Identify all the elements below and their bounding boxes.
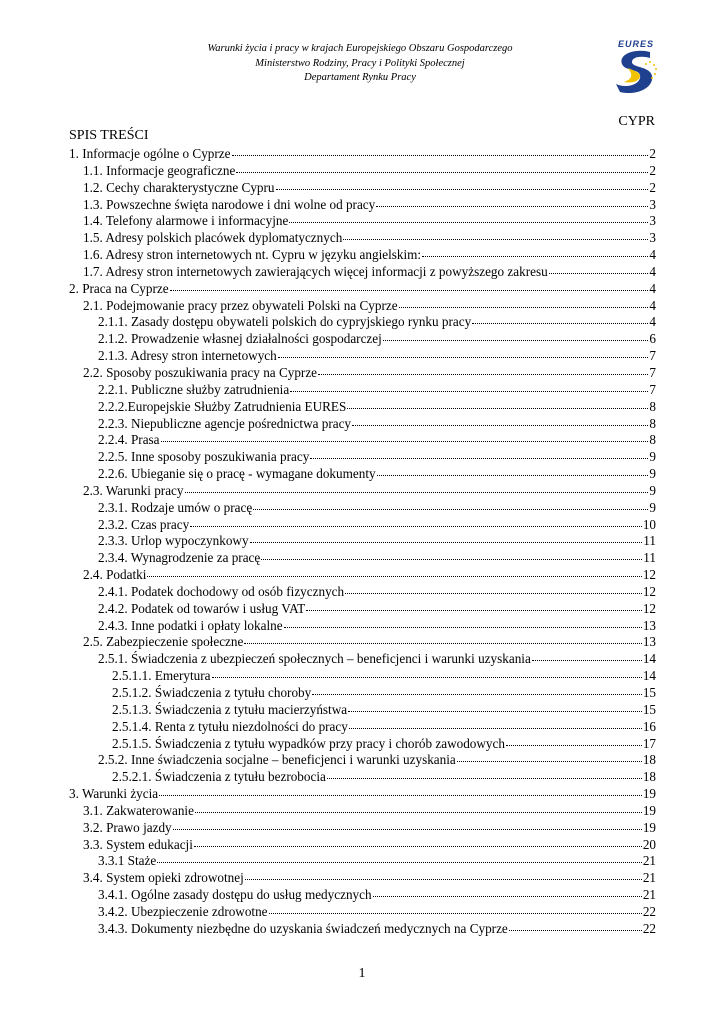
toc-entry-title: 2.2.3. Niepubliczne agencje pośrednictwa pracy [98,415,352,431]
toc-entry-title: 2.5.1.5. Świadczenia z tytułu wypadków przy pracy i chorób zawodowych [112,735,505,751]
toc-entry-title: 2.2. Sposoby poszukiwania pracy na Cyprze [83,364,318,380]
toc-entry[interactable] [69,769,656,786]
toc-entry-page: 4 [649,263,656,279]
toc-leader-dots [312,694,642,695]
toc-leader-dots [278,357,649,358]
toc-entry-page: 14 [642,651,656,667]
toc-leader-dots [147,576,641,577]
toc-entry-title: 2.5.1.4. Renta z tytułu niezdolności do pracy [112,718,348,734]
toc-entry[interactable] [69,550,656,567]
toc-leader-dots [173,829,642,830]
toc-entry[interactable] [69,786,656,803]
toc-entry-page: 10 [642,516,656,532]
toc-entry[interactable] [69,416,656,433]
toc-entry[interactable] [69,163,656,180]
toc-entry-title: 1.5. Adresy polskich placówek dyplomatycznych [83,230,343,246]
toc-entry[interactable] [69,904,656,921]
toc-leader-dots [509,930,642,931]
toc-entry-title: 2.2.6. Ubieganie się o pracę - wymagane dokumenty [98,466,376,482]
toc-leader-dots [318,374,648,375]
toc-entry-page: 19 [642,786,656,802]
header-line-2: Ministerstwo Rodziny, Pracy i Polityki Społecznej [255,57,465,69]
toc-entry-page: 7 [649,348,656,364]
toc-leader-dots [457,761,642,762]
toc-entry-page: 2 [649,179,656,195]
toc-entry[interactable] [69,365,656,382]
toc-entry-page: 16 [642,718,656,734]
toc-leader-dots [349,728,642,729]
toc-entry-title: 2.5.1.2. Świadczenia z tytułu choroby [112,685,312,700]
toc-leader-dots [185,492,649,493]
toc-entry[interactable] [69,820,656,837]
toc-leader-dots [373,896,642,897]
toc-entry-title: 3.2. Prawo jazdy [83,819,172,835]
toc-entry-page: 18 [642,752,656,768]
toc-entry-page: 21 [642,853,656,869]
toc-entry-title: 2. Praca na Cyprze [69,280,169,296]
toc-entry[interactable] [69,331,656,348]
toc-entry-page: 4 [649,247,656,263]
toc-entry-page: 3 [649,196,656,212]
toc-entry-page: 4 [649,280,656,296]
toc-entry[interactable] [69,870,656,887]
toc-leader-dots [190,526,642,527]
toc-entry-title: 2.1. Podejmowanie pracy przez obywateli Polski na Cyprze [83,297,398,313]
toc-entry[interactable] [69,180,656,197]
toc-entry-title: 2.2.4. Prasa [98,432,160,448]
toc-entry-page: 13 [642,617,656,633]
toc-entry[interactable] [69,567,656,584]
toc-entry-page: 17 [642,735,656,751]
toc-entry[interactable] [69,213,656,230]
toc-entry[interactable] [69,298,656,315]
page-number: 1 [358,966,366,981]
toc-entry-title: 1.2. Cechy charakterystyczne Cypru [83,179,275,195]
toc-entry-page: 8 [649,398,656,414]
toc-leader-dots [383,340,649,341]
toc-entry-page: 7 [649,381,656,397]
toc-entry-title: 2.3.3. Urlop wypoczynkowy [98,533,249,549]
toc-leader-dots [310,458,648,459]
toc-entry-title: 2.5.1.3. Świadczenia z tytułu macierzyństwa [112,701,348,717]
toc-leader-dots [347,408,648,409]
toc-leader-dots [306,610,642,611]
toc-entry[interactable] [69,685,656,702]
eures-logo [610,38,662,96]
toc-leader-dots [276,189,649,190]
toc-leader-dots [244,643,641,644]
toc-leader-dots [506,745,642,746]
toc-leader-dots [343,239,648,240]
toc-entry-page: 19 [642,819,656,835]
toc-entry-title: 2.2.2.Europejskie Służby Zatrudnienia EURES [98,398,347,414]
toc-entry[interactable] [69,853,656,870]
toc-entry-page: 15 [642,685,656,700]
header-line-3: Departament Rynku Pracy [304,72,416,83]
toc-entry-page: 12 [642,600,656,616]
toc-entry-title: 1.7. Adresy stron internetowych zawierających więcej informacji z powyższego zakresu [83,263,548,279]
toc-entry-page: 20 [642,836,656,852]
toc-entry-title: 3.4.2. Ubezpieczenie zdrowotne [98,903,268,919]
toc-entry-page: 2 [649,162,656,178]
toc-entry[interactable] [69,399,656,416]
header-line-1: Warunki życia i pracy w krajach Europejskiego Obszaru Gospodarczego [207,43,513,54]
toc-leader-dots [250,542,643,543]
toc-leader-dots [376,206,648,207]
toc-entry-page: 21 [642,870,656,886]
toc-entry[interactable] [69,281,656,298]
toc-entry[interactable] [69,702,656,719]
toc-entry[interactable] [69,618,656,635]
toc-leader-dots [327,778,642,779]
toc-entry-title: 3.3. System edukacji [83,836,193,852]
toc-entry[interactable] [69,500,656,517]
toc-entry-page: 4 [649,297,656,313]
toc-entry[interactable] [69,449,656,466]
toc-entry[interactable] [69,651,656,668]
toc-entry-title: 2.5.1.1. Emerytura [112,668,211,684]
toc-entry-page: 4 [649,314,656,330]
toc-leader-dots [261,559,642,560]
toc-entry-title: 2.1.2. Prowadzenie własnej działalności gospodarczej [98,331,382,347]
document-header [150,42,570,86]
toc-leader-dots [269,913,642,914]
toc-leader-dots [352,425,648,426]
toc-entry-page: 6 [649,331,656,347]
toc-entry-page: 8 [649,432,656,448]
toc-entry[interactable] [69,837,656,854]
toc-leader-dots [232,155,649,156]
toc-entry-title: 2.5.2. Inne świadczenia socjalne – beneficjenci i warunki uzyskania [98,752,456,768]
toc-entry-title: 2.4.2. Podatek od towarów i usług VAT [98,600,306,616]
toc-entry[interactable] [69,483,656,500]
toc-entry-page: 15 [642,701,656,717]
toc-entry[interactable] [69,584,656,601]
toc-leader-dots [422,256,648,257]
country-name: CYPR [618,114,655,129]
toc-entry-title: 1.1. Informacje geograficzne [83,162,236,178]
toc-leader-dots [245,879,642,880]
toc-entry-title: 1.3. Powszechne święta narodowe i dni wolne od pracy [83,196,376,212]
toc-entry-page: 9 [649,466,656,482]
toc-leader-dots [212,677,642,678]
toc-entry-title: 2.4. Podatki [83,567,147,583]
toc-entry-title: 2.3. Warunki pracy [83,482,184,498]
toc-entry[interactable] [69,752,656,769]
toc-entry-title: 2.3.1. Rodzaje umów o pracę [98,499,253,515]
toc-entry[interactable] [69,921,656,938]
toc-entry[interactable] [69,197,656,214]
toc-entry[interactable] [69,264,656,281]
toc-leader-dots [532,660,642,661]
toc-leader-dots [345,593,642,594]
toc-entry[interactable] [69,803,656,820]
toc-entry-page: 14 [642,668,656,684]
toc-leader-dots [170,290,649,291]
toc-entry-page: 3 [649,213,656,229]
toc-leader-dots [195,812,642,813]
toc-leader-dots [348,711,642,712]
toc-entry[interactable] [69,247,656,264]
toc-entry[interactable] [69,719,656,736]
toc-entry-page: 12 [642,583,656,599]
toc-entry-title: 2.1.3. Adresy stron internetowych [98,348,277,364]
toc-leader-dots [377,475,649,476]
toc-entry[interactable] [69,887,656,904]
toc-entry-title: 2.4.1. Podatek dochodowy od osób fizycznych [98,583,345,599]
toc-entry[interactable] [69,230,656,247]
toc-leader-dots [399,307,649,308]
toc-entry-title: 2.2.1. Publiczne służby zatrudnienia [98,381,290,397]
toc-entry-title: 2.3.2. Czas pracy [98,516,190,532]
toc-entry[interactable] [69,348,656,365]
toc-leader-dots [157,862,642,863]
toc-entry[interactable] [69,517,656,534]
toc-entry[interactable] [69,533,656,550]
toc-entry-title: 3.1. Zakwaterowanie [83,802,194,818]
toc-entry-title: 3. Warunki życia [69,786,159,802]
toc-entry-title: 2.2.5. Inne sposoby poszukiwania pracy [98,449,310,465]
toc-entry-title: 2.5. Zabezpieczenie społeczne [83,634,244,650]
toc-leader-dots [194,846,642,847]
toc-leader-dots [472,323,648,324]
toc-leader-dots [289,222,648,223]
toc-entry-page: 21 [642,887,656,903]
toc-entry-page: 12 [642,567,656,583]
toc-entry-page: 22 [642,903,656,919]
toc-leader-dots [159,795,642,796]
toc-entry[interactable] [69,601,656,618]
toc-entry-page: 13 [642,634,656,650]
toc-entry-page: 11 [643,550,656,566]
toc-entry-title: 3.4.1. Ogólne zasady dostępu do usług medycznych [98,887,372,903]
toc-entry-page: 18 [642,769,656,785]
toc-entry-page: 19 [642,802,656,818]
toc-leader-dots [236,172,648,173]
toc-entry-title: 1.4. Telefony alarmowe i informacyjne [83,213,289,229]
toc-entry-title: 3.3.1 Staże [98,853,157,869]
toc-entry-title: 3.4. System opieki zdrowotnej [83,870,244,886]
toc-leader-dots [549,273,649,274]
toc-entry-page: 7 [649,364,656,380]
toc-entry-page: 8 [649,415,656,431]
toc-entry-title: 2.5.2.1. Świadczenia z tytułu bezrobocia [112,769,326,785]
svg-text:EURES: EURES [617,39,655,49]
toc-entry[interactable] [69,432,656,449]
toc-entry-page: 11 [643,533,656,549]
toc-leader-dots [290,391,648,392]
toc-entry-title: 3.4.3. Dokumenty niezbędne do uzyskania świadczeń medycznych na Cyprze [98,920,508,936]
toc-entry-title: 2.4.3. Inne podatki i opłaty lokalne [98,617,283,633]
toc-leader-dots [284,627,642,628]
toc-entry-page: 22 [642,920,656,936]
toc-entry[interactable] [69,736,656,753]
toc-entry-title: 1. Informacje ogólne o Cyprze [69,146,231,161]
toc-entry-title: 1.6. Adresy stron internetowych nt. Cypru w języku angielskim: [83,247,422,263]
table-of-contents [69,146,656,938]
toc-entry[interactable] [69,382,656,399]
toc-entry-title: 2.3.4. Wynagrodzenie za pracę [98,550,261,566]
toc-entry-page: 2 [649,146,656,161]
toc-entry[interactable] [69,146,656,163]
toc-entry[interactable] [69,634,656,651]
toc-entry-title: 2.5.1. Świadczenia z ubezpieczeń społecznych – beneficjenci i warunki uzyskania [98,651,531,667]
toc-entry-page: 9 [649,449,656,465]
toc-entry[interactable] [69,466,656,483]
toc-entry[interactable] [69,668,656,685]
toc-entry-page: 9 [649,482,656,498]
toc-leader-dots [253,509,648,510]
toc-title: SPIS TREŚCI [69,128,149,143]
toc-entry-title: 2.1.1. Zasady dostępu obywateli polskich do cypryjskiego rynku pracy [98,314,472,330]
toc-entry-page: 9 [649,499,656,515]
toc-entry-page: 3 [649,230,656,246]
toc-entry[interactable] [69,314,656,331]
toc-leader-dots [161,441,649,442]
